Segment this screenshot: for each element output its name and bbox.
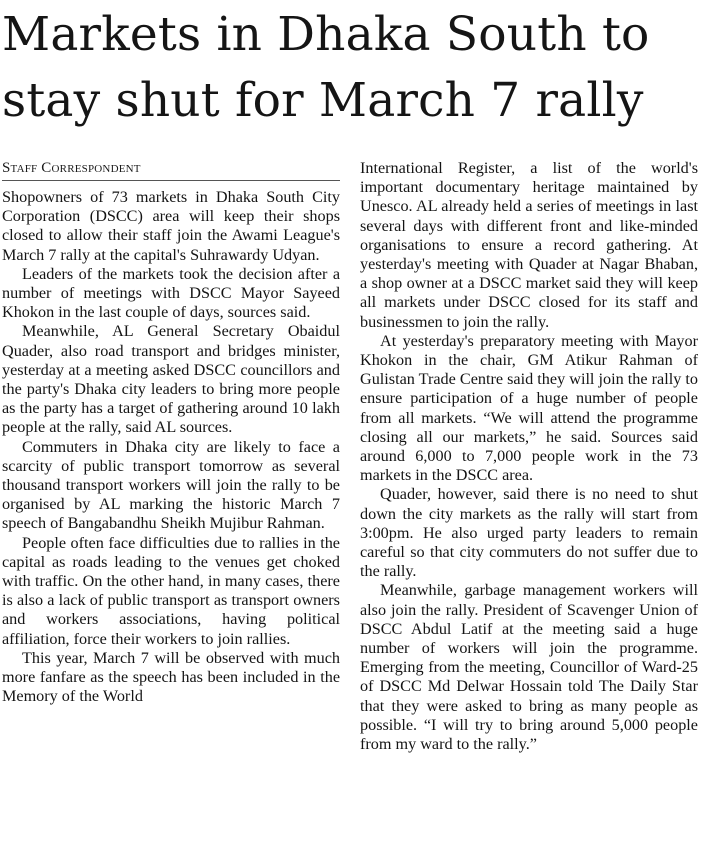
paragraph: Meanwhile, AL General Secretary Obaidul Quader, also road transport and bridges minister, yesterday at a meeting asked DSCC councillors and the party's Dhaka city leaders to bring more people as the party has a target of gathering around 10 lakh people at the rally, said AL sources. [2,322,340,437]
byline-rule [2,180,340,181]
paragraph: At yesterday's preparatory meeting with Mayor Khokon in the chair, GM Atikur Rahman of Gulistan Trade Centre said they will join the rally to ensure participation of a huge number of people from all markets. “We will attend the programme closing all our markets,” he said. Sources said around 6,000 to 7,000 people work in the 73 markets in the DSCC area. [360,331,698,485]
headline-line-1: Markets in Dhaka South to [2,7,650,62]
paragraph: People often face difficulties due to rallies in the capital as roads leading to the venues get choked with traffic. On the other hand, in many cases, there is also a lack of public transport as transport owners and workers associations, having political affiliation, force their workers to join rallies. [2,533,340,648]
byline: Staff Correspondent [2,160,141,176]
left-column [2,188,340,706]
headline-line-2: stay shut for March 7 rally [2,73,644,128]
paragraph: International Register, a list of the world's important documentary heritage maintained by Unesco. AL already held a series of meetings in last several days with different front and like-minded organisations to ensure a record gathering. At yesterday's meeting with Quader at Nagar Bhaban, a shop owner at a DSCC market said they will keep all markets under DSCC closed for its staff and businessmen to join the rally. [360,159,698,331]
paragraph: This year, March 7 will be observed with much more fanfare as the speech has been included in the Memory of the World [2,648,340,706]
paragraph: Quader, however, said there is no need to shut down the city markets as the rally will start from 3:00pm. He also urged party leaders to remain careful so that city commuters do not suffer due to the rally. [360,485,698,581]
right-column [360,159,698,754]
headline [2,2,714,134]
paragraph: Meanwhile, garbage management workers will also join the rally. President of Scavenger Union of DSCC Abdul Latif at the meeting said a huge number of workers will join the programme. Emerging from the meeting, Councillor of Ward-25 of DSCC Md Delwar Hossain told The Daily Star that they were asked to bring as many people as possible. “I will try to bring around 5,000 people from my ward to the rally.” [360,581,698,754]
paragraph: Shopowners of 73 markets in Dhaka South City Corporation (DSCC) area will keep their shops closed to allow their staff join the Awami League's March 7 rally at the capital's Suhrawardy Udyan. [2,188,340,264]
paragraph: Leaders of the markets took the decision after a number of meetings with DSCC Mayor Sayeed Khokon in the last couple of days, sources said. [2,264,340,322]
paragraph: Commuters in Dhaka city are likely to face a scarcity of public transport tomorrow as several thousand transport workers will join the rally to be organised by AL marking the historic March 7 speech of Bangabandhu Sheikh Mujibur Rahman. [2,437,340,533]
